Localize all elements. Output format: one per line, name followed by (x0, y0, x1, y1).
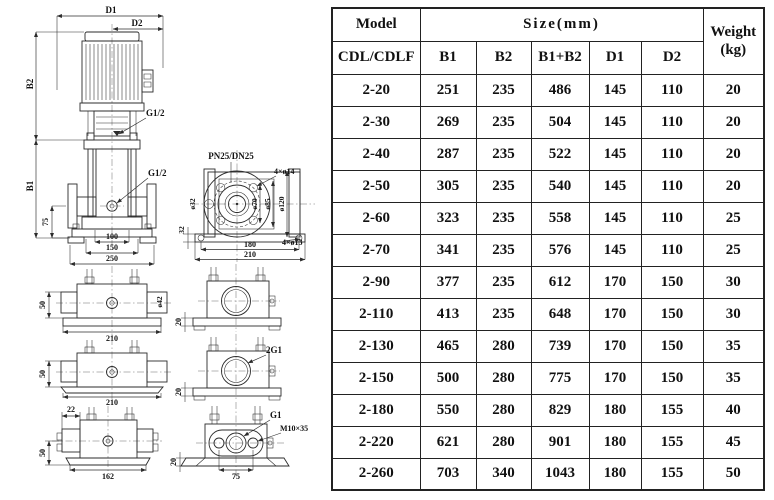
cell-b1: 550 (420, 394, 476, 426)
cell-weight: 45 (703, 426, 764, 458)
dim-label-75: 75 (41, 218, 50, 226)
table-row (332, 106, 764, 138)
side-view-2 (38, 338, 172, 407)
cell-weight: 30 (703, 298, 764, 330)
cell-model: 2-20 (332, 74, 420, 106)
cell-d1: 180 (589, 394, 641, 426)
header-weight-line2: (kg) (720, 42, 747, 59)
side-view-1 (38, 266, 172, 343)
front-elevation-view (25, 5, 167, 264)
table-row (332, 74, 764, 106)
cell-b2: 235 (476, 298, 531, 330)
header-model-sub: CDL/CDLF (332, 41, 420, 74)
cell-b1: 500 (420, 362, 476, 394)
header-col-d2: D2 (641, 41, 703, 74)
flange-spec-label: PN25/DN25 (208, 151, 254, 161)
header-col-b2: B2 (476, 41, 531, 74)
table-row (332, 298, 764, 330)
cell-b1: 413 (420, 298, 476, 330)
table-row (332, 330, 764, 362)
table-row (332, 234, 764, 266)
cell-d2: 150 (641, 298, 703, 330)
cell-b1b2: 648 (531, 298, 589, 330)
table-row (332, 458, 764, 490)
cell-weight: 35 (703, 362, 764, 394)
cell-b1: 703 (420, 458, 476, 490)
cell-weight: 35 (703, 330, 764, 362)
cell-b1b2: 775 (531, 362, 589, 394)
cell-d2: 155 (641, 458, 703, 490)
table-row (332, 426, 764, 458)
base-bolt-holes-label: 4×ø13 (282, 238, 303, 247)
cell-d1: 145 (589, 170, 641, 202)
header-col-b1: B1 (420, 41, 476, 74)
cell-model: 2-30 (332, 106, 420, 138)
cell-d2: 110 (641, 138, 703, 170)
cell-b1: 287 (420, 138, 476, 170)
cell-weight: 25 (703, 234, 764, 266)
cell-b2: 280 (476, 330, 531, 362)
cell-model: 2-220 (332, 426, 420, 458)
cell-d2: 110 (641, 234, 703, 266)
cell-model: 2-260 (332, 458, 420, 490)
dim-label-100: 100 (106, 232, 118, 241)
cell-b1: 341 (420, 234, 476, 266)
dim-label-50-sv1: 50 (38, 301, 47, 309)
dia-label-70: ø70 (250, 198, 259, 210)
cell-b1b2: 540 (531, 170, 589, 202)
cell-b1: 621 (420, 426, 476, 458)
cell-model: 2-150 (332, 362, 420, 394)
cell-b1b2: 504 (531, 106, 589, 138)
cell-d1: 145 (589, 202, 641, 234)
cell-model: 2-90 (332, 266, 420, 298)
header-col-d1: D1 (589, 41, 641, 74)
cell-b2: 235 (476, 234, 531, 266)
table-row (332, 394, 764, 426)
cell-d1: 170 (589, 298, 641, 330)
cell-d2: 110 (641, 74, 703, 106)
dim-label-50-sv3: 50 (38, 449, 47, 457)
dim-label-20-pv2: 20 (174, 388, 183, 396)
cell-b1b2: 1043 (531, 458, 589, 490)
header-weight-line1: Weight (710, 24, 757, 41)
cell-d1: 145 (589, 138, 641, 170)
header-weight (703, 8, 764, 74)
cell-weight: 20 (703, 138, 764, 170)
thread-label-2g1: 2G1 (266, 345, 283, 355)
cell-model: 2-180 (332, 394, 420, 426)
cell-weight: 40 (703, 394, 764, 426)
cell-model: 2-130 (332, 330, 420, 362)
cell-b1b2: 576 (531, 234, 589, 266)
dia-label-85: ø85 (263, 198, 272, 210)
technical-drawing (0, 0, 330, 500)
cell-b2: 280 (476, 394, 531, 426)
table-row (332, 138, 764, 170)
cell-d1: 170 (589, 362, 641, 394)
cell-b1b2: 612 (531, 266, 589, 298)
header-size-group: Size(mm) (420, 8, 703, 41)
port-view-2 (174, 334, 283, 402)
cell-d2: 155 (641, 426, 703, 458)
cell-b2: 280 (476, 362, 531, 394)
cell-weight: 20 (703, 74, 764, 106)
cell-d2: 110 (641, 106, 703, 138)
cell-d2: 150 (641, 330, 703, 362)
cell-d1: 170 (589, 330, 641, 362)
cell-weight: 25 (703, 202, 764, 234)
cell-model: 2-110 (332, 298, 420, 330)
header-col-b1b2: B1+B2 (531, 41, 589, 74)
cell-d1: 180 (589, 426, 641, 458)
dimension-table (331, 7, 765, 491)
cell-b2: 235 (476, 266, 531, 298)
dim-label-210: 210 (244, 250, 256, 259)
cell-d1: 145 (589, 74, 641, 106)
terminal-box (142, 70, 153, 92)
cell-b2: 235 (476, 106, 531, 138)
port-view-1 (174, 264, 281, 332)
table-row (332, 170, 764, 202)
dim-label-150: 150 (106, 243, 118, 252)
cell-d2: 150 (641, 266, 703, 298)
cell-b2: 235 (476, 74, 531, 106)
cell-b1: 269 (420, 106, 476, 138)
cell-weight: 20 (703, 106, 764, 138)
cell-b1b2: 522 (531, 138, 589, 170)
dim-label-210-sv2: 210 (106, 398, 118, 407)
table-row (332, 266, 764, 298)
table-row (332, 202, 764, 234)
cell-b2: 235 (476, 170, 531, 202)
cell-model: 2-40 (332, 138, 420, 170)
plan-view (177, 150, 315, 262)
cell-b2: 280 (476, 426, 531, 458)
cell-d1: 145 (589, 234, 641, 266)
port-label-g12-top: G1/2 (146, 108, 165, 118)
dim-label-d1: D1 (105, 5, 117, 15)
cell-d2: 155 (641, 394, 703, 426)
dim-label-d2: D2 (131, 18, 143, 28)
cell-b1b2: 829 (531, 394, 589, 426)
cell-b1: 465 (420, 330, 476, 362)
dim-label-22: 22 (67, 405, 75, 414)
dim-label-50-sv2: 50 (38, 370, 47, 378)
cell-b1b2: 486 (531, 74, 589, 106)
cell-b1b2: 558 (531, 202, 589, 234)
dim-label-162: 162 (102, 472, 114, 481)
header-model: Model (332, 8, 420, 41)
cell-b1: 305 (420, 170, 476, 202)
cell-b1: 323 (420, 202, 476, 234)
bolt-label-m10x35: M10×35 (280, 424, 309, 433)
cell-b1b2: 901 (531, 426, 589, 458)
cell-b1: 251 (420, 74, 476, 106)
cell-d2: 150 (641, 362, 703, 394)
dim-label-b2: B2 (25, 78, 35, 90)
cell-model: 2-70 (332, 234, 420, 266)
dim-label-32b: 32 (177, 226, 186, 234)
port-label-g12-mid: G1/2 (148, 168, 167, 178)
dim-label-20-pv3: 20 (169, 458, 178, 466)
cell-d2: 110 (641, 202, 703, 234)
cell-d1: 170 (589, 266, 641, 298)
dim-label-75-pv3: 75 (232, 472, 240, 481)
cell-weight: 50 (703, 458, 764, 490)
cell-b1: 377 (420, 266, 476, 298)
dim-label-b1: B1 (25, 180, 35, 192)
cell-d1: 180 (589, 458, 641, 490)
cell-b2: 235 (476, 138, 531, 170)
port-view-3 (169, 402, 308, 481)
cell-model: 2-60 (332, 202, 420, 234)
cell-b1b2: 739 (531, 330, 589, 362)
flange-bolt-holes-label: 4×ø14 (274, 167, 295, 176)
dim-label-250: 250 (106, 254, 118, 263)
dim-label-20-pv1: 20 (174, 318, 183, 326)
cell-d2: 110 (641, 170, 703, 202)
table-row (332, 362, 764, 394)
dia-label-120: ø120 (277, 196, 286, 212)
cell-d1: 145 (589, 106, 641, 138)
cell-weight: 20 (703, 170, 764, 202)
side-view-3 (38, 405, 162, 481)
cell-model: 2-50 (332, 170, 420, 202)
cell-weight: 30 (703, 266, 764, 298)
cell-b2: 340 (476, 458, 531, 490)
dim-label-180: 180 (244, 240, 256, 249)
cell-b2: 235 (476, 202, 531, 234)
thread-label-g1: G1 (270, 410, 282, 420)
dia-label-32: ø32 (188, 198, 197, 210)
dia-label-42: ø42 (155, 296, 164, 308)
dim-label-210-sv1: 210 (106, 334, 118, 343)
